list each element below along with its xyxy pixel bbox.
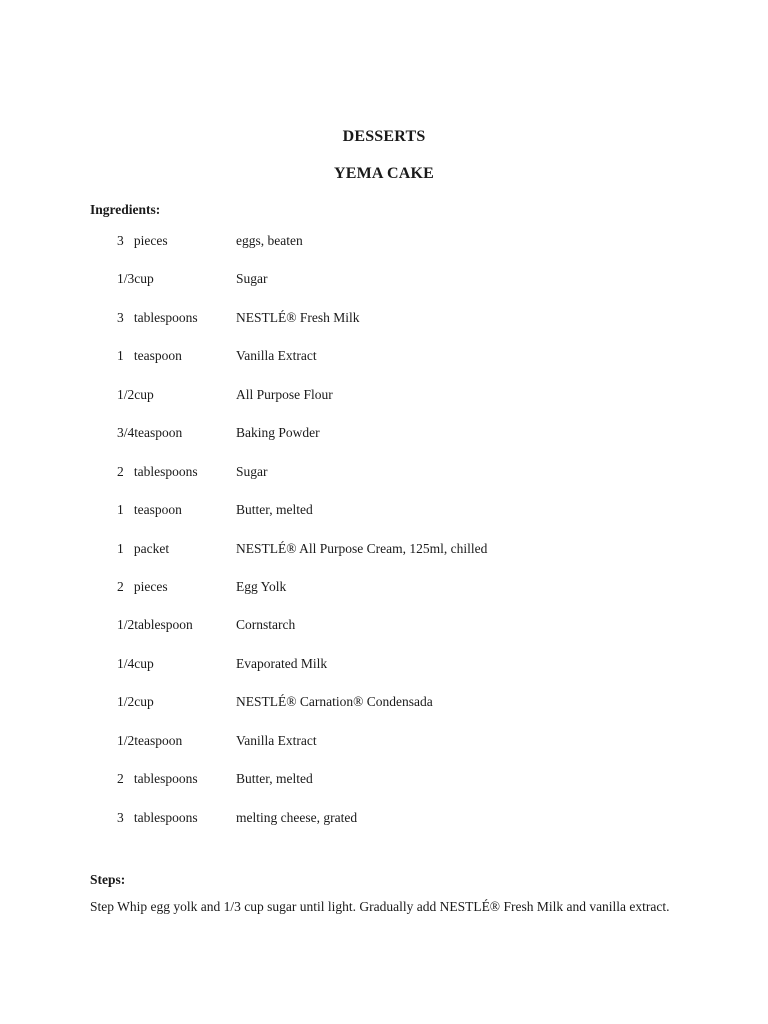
ingredient-row [0,387,768,425]
ingredient-name: eggs, beaten [236,233,303,248]
ingredient-row [0,656,768,694]
ingredient-name: Egg Yolk [236,578,287,594]
ingredient-quantity: 1/2tablespoon [117,617,193,633]
ingredient-quantity: 1/3cup [117,271,154,287]
ingredient-row [0,464,768,502]
ingredient-name: Baking Powder [236,425,320,441]
ingredient-row [0,233,768,271]
ingredient-name: NESTLÉ® Fresh Milk [236,309,360,325]
ingredient-row [0,310,768,348]
ingredient-row [0,425,768,463]
ingredient-name: NESTLÉ® Carnation® Condensada [236,694,433,710]
ingredient-quantity: 3/4teaspoon [117,425,183,441]
ingredient-row [0,579,768,617]
ingredient-quantity: 1/2cup [117,694,154,710]
recipe-title: YEMA CAKE [333,165,435,182]
ingredient-quantity: 2 tablespoons [117,771,198,787]
ingredient-row [0,617,768,655]
ingredient-name: Butter, melted [236,502,313,518]
ingredient-name: Vanilla Extract [236,348,317,364]
ingredient-row [0,348,768,386]
ingredient-quantity: 1/2teaspoon [117,732,183,748]
ingredient-name: Cornstarch [236,617,296,633]
ingredient-quantity: 1 teaspoon [117,348,182,364]
ingredient-row [0,810,768,848]
ingredient-quantity: 3 tablespoons [117,309,198,325]
ingredient-quantity: 3 tablespoons [117,809,198,825]
ingredient-name: Sugar [236,271,268,287]
ingredient-list [0,233,768,848]
ingredient-row [0,694,768,732]
ingredient-quantity: 1/4cup [117,655,154,671]
ingredient-quantity: 1 packet [117,540,170,556]
ingredient-name: NESTLÉ® All Purpose Cream, 125ml, chilled [236,540,488,556]
ingredient-name: Sugar [236,463,268,479]
ingredient-quantity: 2 pieces [117,578,168,594]
ingredient-row [0,541,768,579]
ingredient-name: Butter, melted [236,771,313,787]
ingredient-name: Vanilla Extract [236,732,317,748]
category-heading: DESSERTS [342,128,426,145]
ingredient-quantity: 1 teaspoon [117,502,182,518]
ingredient-name: melting cheese, grated [236,809,358,825]
ingredients-heading: Ingredients: [90,202,161,217]
ingredient-name: Evaporated Milk [236,655,328,671]
ingredient-row [0,271,768,309]
step-text: Step Whip egg yolk and 1/3 cup sugar until light. Gradually add NESTLÉ® Fresh Milk and vanilla extract. [90,899,670,914]
ingredient-name: All Purpose Flour [236,386,333,402]
steps-heading: Steps: [90,872,126,887]
ingredient-quantity: 1/2cup [117,386,154,402]
ingredient-quantity: 3 pieces [117,233,168,248]
ingredient-quantity: 2 tablespoons [117,463,198,479]
ingredient-row [0,771,768,809]
ingredient-row [0,502,768,540]
ingredient-row [0,733,768,771]
